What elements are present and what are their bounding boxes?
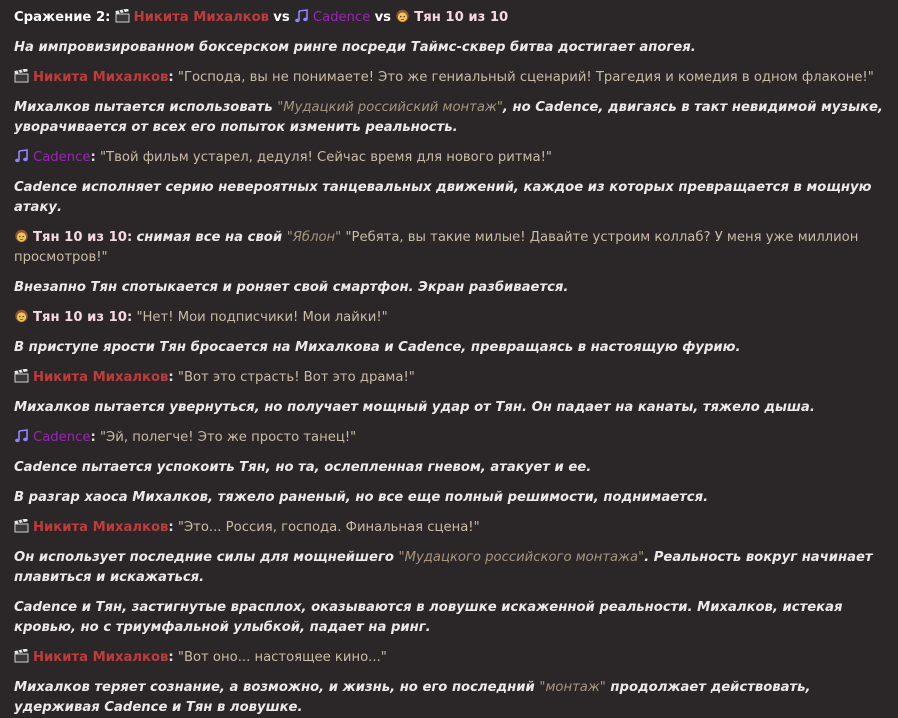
colon: : <box>168 70 174 85</box>
narration: В разгар хаоса Михалков, тяжело раненый, но все еще полный решимости, поднимается. <box>14 490 709 505</box>
girl-face-icon <box>14 229 29 243</box>
clapperboard-icon <box>14 69 29 83</box>
speech-text: "Это... Россия, господа. Финальная сцена!" <box>177 520 480 535</box>
speech-text: "Эй, полегче! Это же просто танец!" <box>99 430 357 445</box>
speech-line <box>14 368 892 388</box>
quoted-term: "Мудацкий российский монтаж" <box>277 100 503 115</box>
music-note-icon <box>14 149 29 163</box>
quoted-term: "Мудацкого российского монтажа" <box>398 550 645 565</box>
narration <box>14 548 892 588</box>
colon: : <box>90 430 96 445</box>
narration: На импровизированном боксерском ринге посреди Таймс-сквер битва достигает апогея. <box>14 40 696 55</box>
narration <box>14 678 892 718</box>
speech-text: "Твой фильм устарел, дедуля! Сейчас время для нового ритма!" <box>99 150 552 165</box>
vs-label: vs <box>273 10 290 25</box>
player-nikita: Никита Михалков <box>133 10 270 25</box>
narration: Cadence пытается успокоить Тян, но та, ослепленная гневом, атакует и ее. <box>14 460 592 475</box>
narration <box>14 98 892 138</box>
battle-title: Сражение 2: <box>14 10 111 25</box>
speech-line <box>14 148 892 168</box>
colon: : <box>168 650 174 665</box>
narration: В приступе ярости Тян бросается на Михалкова и Cadence, превращаясь в настоящую фурию. <box>14 340 741 355</box>
narration: Михалков пытается увернуться, но получает мощный удар от Тян. Он падает на канаты, тяжело дыша. <box>14 400 815 415</box>
colon: : <box>168 370 174 385</box>
battle-header <box>14 8 892 28</box>
speaker-tyan: Тян 10 из 10: <box>33 310 133 325</box>
speech-line <box>14 428 892 448</box>
colon: : <box>168 520 174 535</box>
speech-line <box>14 648 892 668</box>
quoted-term: "Яблон" <box>286 230 342 245</box>
speaker-nikita: Никита Михалков <box>33 370 169 385</box>
girl-face-icon <box>14 309 29 323</box>
speech-text: "Ребята, вы такие милые! Давайте устроим коллаб? У меня уже миллион просмотров!" <box>14 230 859 265</box>
narration-text: Михалков пытается использовать <box>14 100 278 115</box>
narration-text: Он использует последние силы для мощнейшего <box>14 550 399 565</box>
colon: : <box>90 150 96 165</box>
narration: Cadence исполняет серию невероятных танцевальных движений, каждое из которых превращается в мощную атаку. <box>14 180 872 215</box>
speaker-nikita: Никита Михалков <box>33 520 169 535</box>
narration-text: продолжает действовать, удерживая Cadence и Тян в ловушке. <box>14 680 811 715</box>
narration-text: , но Cadence, двигаясь в такт невидимой музыке, уворачивается от всех его попыток изменить реальность. <box>14 100 883 135</box>
speech-line <box>14 68 892 88</box>
speaker-nikita: Никита Михалков <box>33 70 169 85</box>
action-text: снимая все на свой <box>136 230 287 245</box>
vs-label: vs <box>374 10 392 25</box>
speech-line <box>14 518 892 538</box>
music-note-icon <box>294 9 309 23</box>
speech-text: "Нет! Мои подписчики! Мои лайки!" <box>136 310 388 325</box>
narration: Cadence и Тян, застигнутые врасплох, оказываются в ловушке искаженной реальности. Михалков, истекая кровью, но с триумфальной улыбкой, падает на ринг. <box>14 600 843 635</box>
speaker-nikita: Никита Михалков <box>33 650 169 665</box>
music-note-icon <box>14 429 29 443</box>
player-cadence: Cadence <box>312 10 371 25</box>
narration-text: . Реальность вокруг начинает плавиться и искажаться. <box>14 550 873 585</box>
speaker-tyan: Тян 10 из 10: <box>33 230 133 245</box>
clapperboard-icon <box>14 369 29 383</box>
speech-text: "Вот это страсть! Вот это драма!" <box>177 370 415 385</box>
clapperboard-icon <box>14 519 29 533</box>
narration-text: Михалков теряет сознание, а возможно, и жизнь, но его последний <box>14 680 540 695</box>
narration: Внезапно Тян спотыкается и роняет свой смартфон. Экран разбивается. <box>14 280 569 295</box>
speech-line <box>14 308 892 328</box>
player-tyan: Тян 10 из 10 <box>414 10 509 25</box>
speech-line <box>14 228 892 268</box>
speech-text: "Господа, вы не понимаете! Это же гениальный сценарий! Трагедия и комедия в одном флаконе!" <box>177 70 874 85</box>
clapperboard-icon <box>14 649 29 663</box>
girl-face-icon <box>395 9 410 23</box>
speaker-cadence: Cadence <box>33 150 91 165</box>
clapperboard-icon <box>115 9 130 23</box>
speaker-cadence: Cadence <box>33 430 91 445</box>
speech-text: "Вот оно... настоящее кино..." <box>177 650 387 665</box>
quoted-term: "монтаж" <box>539 680 606 695</box>
